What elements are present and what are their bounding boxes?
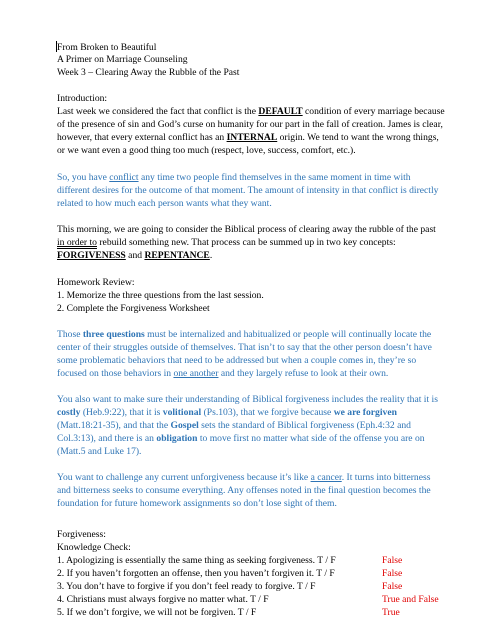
note2-line [57, 433, 425, 445]
text-run: (Matt.18:21-35), and that the [57, 420, 171, 431]
text-run: focused on those behaviors in [57, 368, 174, 379]
note2-line [57, 420, 411, 432]
text-run: and they largely refuse to look at their own. [218, 368, 389, 379]
doc-title-text: From Broken to Beautiful [57, 42, 157, 53]
forgiveness-concept: FORGIVENESS [57, 250, 126, 261]
volitional-emphasis: volitional [162, 407, 202, 418]
spelling-flag: a cancer [310, 472, 342, 483]
gospel-emphasis: Gospel [170, 420, 199, 431]
text-run: must be internalized and habitualized or people will continually locate the [144, 329, 432, 340]
three-questions-emphasis: three questions [82, 329, 145, 340]
intro-p1-line: of the presence of sin and God’s curse on humanity for our part in the fall of creation. James is clear, [57, 119, 443, 130]
text-run: to move first no matter what side of the offense you are on [197, 433, 425, 444]
intro-p3-line: This morning, we are going to consider the Biblical process of clearing away the rubble of the past [57, 224, 436, 235]
text-run: Those [57, 329, 83, 340]
text-run: . [209, 250, 213, 261]
note3-line [57, 472, 430, 484]
doc-title [57, 41, 156, 54]
intro-p2-line: different desires for the outcome of that moment. The amount of intensity in that conflict is directly [57, 185, 439, 196]
note1-line: some problematic behaviors that need to be addressed but when a couple comes in, they’re so [57, 355, 417, 366]
intro-p1-line: or we want even a good thing too much (respect, love, success, comfort, etc.). [57, 145, 356, 156]
text-run: rebuild something new. That process can be summed up in two key concepts: [96, 237, 396, 248]
note1-line [57, 329, 431, 341]
forgiveness-heading: Forgiveness: [57, 529, 106, 540]
homework-heading: Homework Review: [57, 277, 135, 288]
quiz-question: 1. Apologizing is essentially the same thing as seeking forgiveness. T / F [57, 555, 336, 566]
internal-emphasis: INTERNAL [226, 132, 278, 143]
doc-subtitle: A Primer on Marriage Counseling [57, 54, 188, 65]
quiz-question: 4. Christians must always forgive no matter what. T / F [57, 594, 269, 605]
text-run: Col.3:13), and there is an [57, 433, 157, 444]
quiz-answer: True [382, 607, 400, 618]
intro-p2-line [57, 172, 411, 184]
text-run: any time two people find themselves in the same moment in time with [138, 172, 411, 183]
knowledge-check-heading: Knowledge Check: [57, 542, 131, 553]
text-run: . It turns into bitterness [341, 472, 431, 483]
quiz-question: 5. If we don’t forgive, we will not be forgiven. T / F [57, 607, 257, 618]
intro-p1-line [57, 106, 445, 118]
default-emphasis: DEFAULT [258, 106, 303, 117]
text-run: origin. We tend to want the wrong things, [277, 132, 439, 143]
intro-p3-line [57, 250, 212, 262]
text-run: condition of every marriage because [302, 106, 445, 117]
homework-item: 2. Complete the Forgiveness Worksheet [57, 303, 210, 314]
conflict-link: conflict [109, 172, 139, 183]
quiz-question: 2. If you haven’t forgotten an offense, then you haven’t forgiven it. T / F [57, 568, 335, 579]
intro-p1-line [57, 132, 439, 144]
doc-week-title: Week 3 – Clearing Away the Rubble of the Past [57, 67, 240, 78]
homework-item: 1. Memorize the three questions from the last session. [57, 290, 264, 301]
obligation-emphasis: obligation [156, 433, 198, 444]
quiz-question: 3. You don’t have to forgive if you don’t feel ready to forgive. T / F [57, 581, 316, 592]
note1-line: center of their struggles outside of themselves. That isn’t to say that the other person doesn’t have [57, 342, 432, 353]
note3-line: and bitterness seeks to consume everything. Any offenses noted in the final question becomes the [57, 485, 431, 496]
quiz-answer: False [382, 581, 403, 592]
quiz-answer: False [382, 568, 403, 579]
note2-line [57, 407, 397, 419]
text-run: So, you have [57, 172, 110, 183]
text-run: Last week we considered the fact that conflict is the [57, 106, 259, 117]
note2-line: You also want to make sure their understanding of Biblical forgiveness includes the reality that it is [57, 394, 438, 405]
note2-line: (Matt.5 and Luke 17). [57, 446, 142, 457]
intro-heading: Introduction: [57, 93, 108, 104]
text-run: and [125, 250, 145, 261]
intro-p3-line [57, 237, 396, 249]
forgiven-emphasis: we are forgiven [333, 407, 397, 418]
text-run: (Ps.103), that we forgive because [201, 407, 334, 418]
intro-p2-line: related to how much each person wants what they want. [57, 198, 272, 209]
text-run: sets the standard of Biblical forgiveness (Eph.4:32 and [198, 420, 411, 431]
quiz-answer: False [382, 555, 403, 566]
text-run: (Heb.9:22), that it is [80, 407, 163, 418]
grammar-flag: in order to [57, 237, 97, 248]
spelling-flag: one another [173, 368, 219, 379]
note3-line: foundation for future homework assignments so don’t lose sight of them. [57, 498, 337, 509]
quiz-answer: True and False [382, 594, 439, 605]
note1-line [57, 368, 388, 380]
repentance-concept: REPENTANCE [144, 250, 210, 261]
text-run: You want to challenge any current unforgiveness because it’s like [57, 472, 311, 483]
text-run: however, that every external conflict has an [57, 132, 227, 143]
costly-emphasis: costly [57, 407, 81, 418]
